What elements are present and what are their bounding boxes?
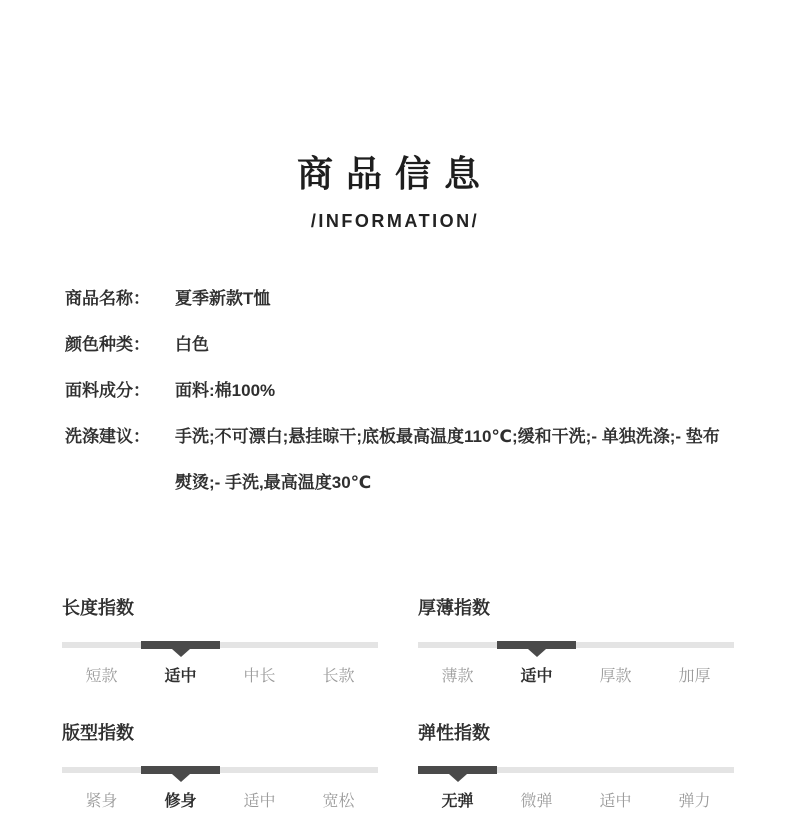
spec-value: 白色 — [175, 335, 209, 354]
indicator-track — [418, 767, 734, 773]
indicator-options — [418, 792, 734, 812]
product-specs — [65, 276, 734, 506]
indicator-option: 无弹 — [441, 793, 474, 810]
indicator-title: 版型指数 — [62, 723, 134, 743]
indicator-title: 厚薄指数 — [418, 598, 490, 618]
indicator-option: 修身 — [164, 793, 197, 810]
spec-label: 商品名称： — [65, 289, 150, 308]
indicator-option: 适中 — [164, 668, 197, 685]
indicator-option: 加厚 — [678, 668, 711, 685]
indicator-track — [62, 642, 378, 648]
indicator-pointer-icon — [449, 774, 467, 782]
indicator-option: 厚款 — [599, 668, 632, 685]
indicator-elasticity — [418, 721, 734, 812]
indicator-options — [62, 667, 378, 687]
indicator-option: 适中 — [520, 668, 553, 685]
spec-row-product-name — [65, 276, 734, 322]
indicator-selected-segment — [418, 766, 497, 774]
page-subtitle: /INFORMATION/ — [310, 211, 480, 231]
spec-label: 面料成分： — [65, 381, 150, 400]
indicator-title: 弹性指数 — [418, 723, 490, 743]
indicator-option: 宽松 — [322, 793, 355, 810]
indicator-selected-segment — [141, 766, 220, 774]
indicator-option: 紧身 — [85, 793, 118, 810]
indicator-option: 微弹 — [520, 793, 553, 810]
indicator-option: 适中 — [243, 793, 276, 810]
indicator-option: 长款 — [322, 668, 355, 685]
indicator-fit — [62, 721, 378, 812]
indicator-option: 弹力 — [678, 793, 711, 810]
spec-value: 手洗;不可漂白;悬挂晾干;底板最高温度110℃;缓和干洗;- 单独洗涤;- 垫布熨烫;- 手洗,最高温度30℃ — [175, 427, 720, 492]
indicator-selected-segment — [497, 641, 576, 649]
indicator-pointer-icon — [528, 649, 546, 657]
indicator-option: 适中 — [599, 793, 632, 810]
indicator-options — [418, 667, 734, 687]
indicator-grid — [62, 596, 734, 812]
indicator-title: 长度指数 — [62, 598, 134, 618]
indicator-option: 薄款 — [441, 668, 474, 685]
indicator-option: 中长 — [243, 668, 276, 685]
indicator-pointer-icon — [172, 774, 190, 782]
spec-value: 夏季新款T恤 — [175, 289, 271, 308]
page-title: 商品信息 — [296, 153, 493, 194]
spec-row-washing — [65, 414, 734, 506]
spec-row-color — [65, 322, 734, 368]
header — [0, 0, 790, 232]
indicator-options — [62, 792, 378, 812]
indicator-length — [62, 596, 378, 687]
indicator-selected-segment — [141, 641, 220, 649]
indicator-track — [418, 642, 734, 648]
indicator-option: 短款 — [85, 668, 118, 685]
indicator-track — [62, 767, 378, 773]
spec-label: 颜色种类： — [65, 335, 150, 354]
spec-value: 面料:棉100% — [175, 381, 276, 400]
spec-row-fabric — [65, 368, 734, 414]
indicator-thickness — [418, 596, 734, 687]
spec-label: 洗涤建议： — [65, 427, 150, 446]
indicator-pointer-icon — [172, 649, 190, 657]
